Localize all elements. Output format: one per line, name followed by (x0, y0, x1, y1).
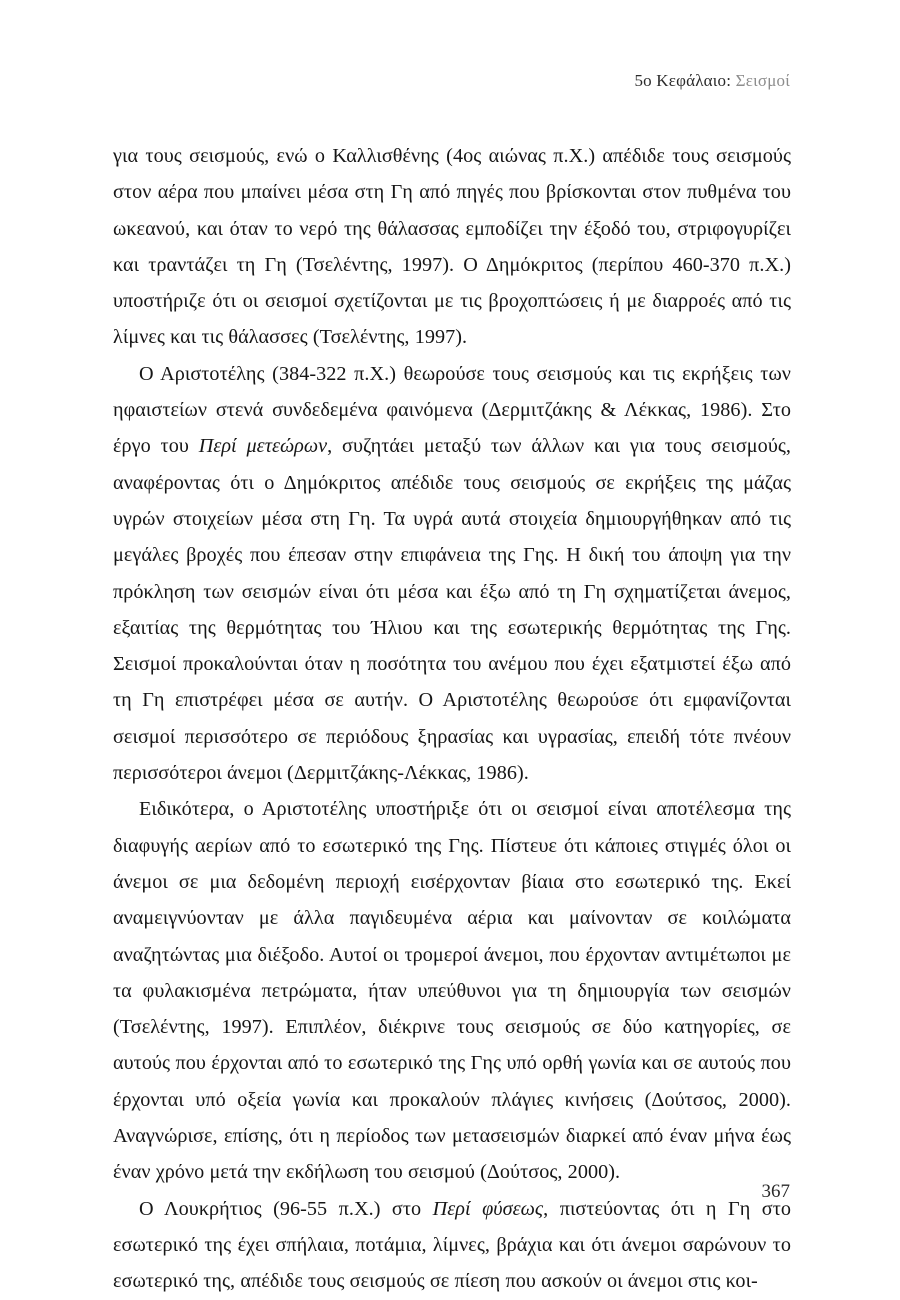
text-run: Ο Λουκρήτιος (96-55 π.Χ.) στο (139, 1197, 433, 1220)
para-kallisthenis-dimokritos (113, 138, 791, 356)
text-run: Ο Αριστοτέλης (384-322 π.Χ.) θεωρούσε τους σεισμούς και τις εκρήξεις των ηφαιστείων στενά συνδεδεμένα φαινόμενα (Δερμιτζάκης & Λέκκας, 1986). Στο έργο του (113, 362, 791, 458)
text-run: Ειδικότερα, ο Αριστοτέλης υποστήριξε ότι οι σεισμοί είναι αποτέλεσμα της διαφυγής αερίων από το εσωτερικό της Γης. Πίστευε ότι κάποιες στιγμές όλοι οι άνεμοι σε μια δεδομένη περιοχή εισέρχονταν βίαια στο εσωτερικό της. Εκεί αναμειγνύονταν με άλλα παγιδευμένα αέρια και μαίνονταν σε κοιλώματα αναζητώντας μια διέξοδο. Αυτοί οι τρομεροί άνεμοι, που έρχονταν αντιμέτωποι με τα φυλακισμένα πετρώματα, ήταν υπεύθυνοι για τη δημιουργία των σεισμών (Τσελέντης, 1997). Επιπλέον, διέκρινε τους σεισμούς σε δύο κατηγορίες, σε αυτούς που έρχονται από το εσωτερικό της Γης υπό ορθή γωνία και σε αυτούς που έρχονται υπό οξεία γωνία και προκαλούν πλάγιες κινήσεις (Δούτσος, 2000). Αναγνώρισε, επίσης, ότι η περίοδος των μετασεισμών διαρκεί από έναν μήνα έως έναν χρόνο μετά την εκδήλωση του σεισμού (Δούτσος, 2000). (113, 798, 791, 1184)
para-eidikotera (113, 791, 791, 1190)
para-loukritios (113, 1191, 791, 1300)
running-header-chapter-label: 5ο Κεφάλαιο: (634, 71, 736, 90)
page-folio (113, 1178, 790, 1206)
text-run: , πιστεύοντας ότι η Γη στο εσωτερικό της έχει σπήλαια, ποτάμια, λίμνες, βράχια και ότι άνεμοι σαρώνουν το εσωτερικό της, απέδιδε τους σεισμούς σε πίεση που ασκούν οι άνεμοι στις κοι- (113, 1197, 791, 1293)
text-run: , συζητάει μεταξύ των άλλων και για τους σεισμούς, αναφέροντας ότι ο Δημόκριτος απέδιδε τους σεισμούς σε εκρήξεις της μάζας υγρών στοιχείων μέσα στη Γη. Τα υγρά αυτά στοιχεία δημιουργήθηκαν από τις μεγάλες βροχές που έπεσαν στην επιφάνεια της Γης. Η δική του άποψη για την πρόκληση των σεισμών είναι ότι μέσα και έξω από τη Γη σχηματίζεται άνεμος, εξαιτίας της θερμότητας του Ήλιου και της εσωτερικής θερμότητας της Γης. Σεισμοί προκαλούνται όταν η ποσότητα του ανέμου που έχει εξατμιστεί έξω από τη Γη επιστρέφει μέσα σε αυτήν. Ο Αριστοτέλης θεωρούσε ότι εμφανίζονται σεισμοί περισσότερο σε περιόδους ξηρασίας και υγρασίας, επειδή τότε πνέουν περισσότεροι άνεμοι (Δερμιτζάκης-Λέκκας, 1986). (113, 435, 791, 785)
running-header (113, 68, 790, 94)
page-number: 367 (761, 1181, 790, 1202)
work-title: Περί φύσεως (432, 1197, 544, 1220)
work-title: Περί μετεώρων (198, 435, 328, 458)
body-text-block (113, 138, 791, 1300)
text-run: για τους σεισμούς, ενώ ο Καλλισθένης (4ος αιώνας π.Χ.) απέδιδε τους σεισμούς στον αέρα που μπαίνει μέσα στη Γη από πηγές που βρίσκονται στον πυθμένα του ωκεανού, και όταν το νερό της θάλασσας εμποδίζει την έξοδό του, στριφογυρίζει και τραντάζει τη Γη (Τσελέντης, 1997). Ο Δημόκριτος (περίπου 460-370 π.Χ.) υποστήριζε ότι οι σεισμοί σχετίζονται με τις βροχοπτώσεις ή με διαρροές από τις λίμνες και τις θάλασσες (Τσελέντης, 1997). (113, 145, 791, 349)
para-aristotelis (113, 356, 791, 792)
running-header-chapter-title: Σεισμοί (735, 71, 790, 90)
